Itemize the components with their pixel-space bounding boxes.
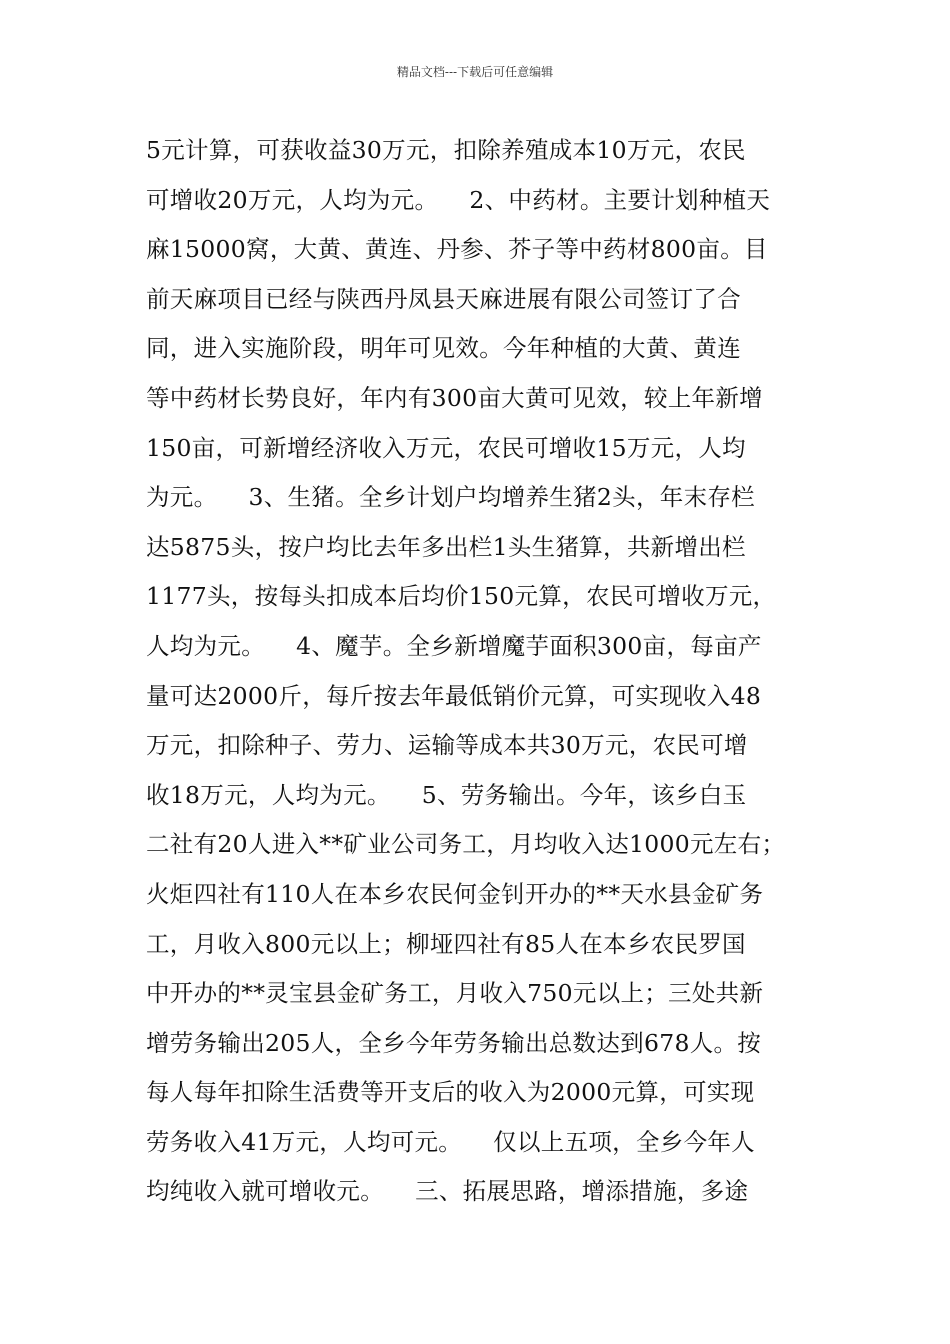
document-body xyxy=(146,126,826,1217)
text-line: 同，进入实施阶段，明年可见效。今年种植的大黄、黄连 xyxy=(146,334,741,363)
text-line: 收18万元，人均为元。 5、劳务输出。今年，该乡白玉 xyxy=(146,780,747,809)
text-line: 万元，扣除种子、劳力、运输等成本共30万元，农民可增 xyxy=(146,731,748,760)
text-line: 火炬四社有110人在本乡农民何金钊开办的**天水县金矿务 xyxy=(146,879,764,908)
text-line: 增劳务输出205人，全乡今年劳务输出总数达到678人。按 xyxy=(146,1028,762,1057)
text-line: 均纯收入就可增收元。 三、拓展思路，增添措施，多途 xyxy=(146,1177,749,1206)
text-line: 150亩，可新增经济收入万元，农民可增收15万元，人均 xyxy=(146,433,746,462)
text-line: 麻15000窝，大黄、黄连、丹参、芥子等中药材800亩。目 xyxy=(146,235,768,264)
text-line: 劳务收入41万元，人均可元。 仅以上五项，全乡今年人 xyxy=(146,1127,755,1156)
text-line: 可增收20万元，人均为元。 2、中药材。主要计划种植天 xyxy=(146,185,771,214)
text-line: 每人每年扣除生活费等开支后的收入为2000元算，可实现 xyxy=(146,1078,755,1107)
text-line: 二社有20人进入**矿业公司务工，月均收入达1000元左右； xyxy=(146,830,786,859)
text-line: 达5875头，按户均比去年多出栏1头生猪算，共新增出栏 xyxy=(146,532,746,561)
text-line: 等中药材长势良好，年内有300亩大黄可见效，较上年新增 xyxy=(146,383,763,412)
text-line: 为元。 3、生猪。全乡计划户均增养生猪2头，年末存栏 xyxy=(146,483,755,512)
page-header: 精品文档---下载后可任意编辑 xyxy=(396,65,554,79)
text-line: 中开办的**灵宝县金矿务工，月收入750元以上；三处共新 xyxy=(146,979,764,1008)
text-line: 前天麻项目已经与陕西丹凤县天麻进展有限公司签订了合 xyxy=(146,284,741,313)
text-line: 5元计算，可获收益30万元，扣除养殖成本10万元，农民 xyxy=(146,136,746,164)
text-line: 量可达2000斤，每斤按去年最低销价元算，可实现收入48 xyxy=(146,681,762,710)
text-line: 人均为元。 4、魔芋。全乡新增魔芋面积300亩，每亩产 xyxy=(146,631,762,660)
text-line: 1177头，按每头扣成本后均价150元算，农民可增收万元， xyxy=(146,582,777,611)
text-line: 工，月收入800元以上；柳垭四社有85人在本乡农民罗国 xyxy=(146,929,746,958)
